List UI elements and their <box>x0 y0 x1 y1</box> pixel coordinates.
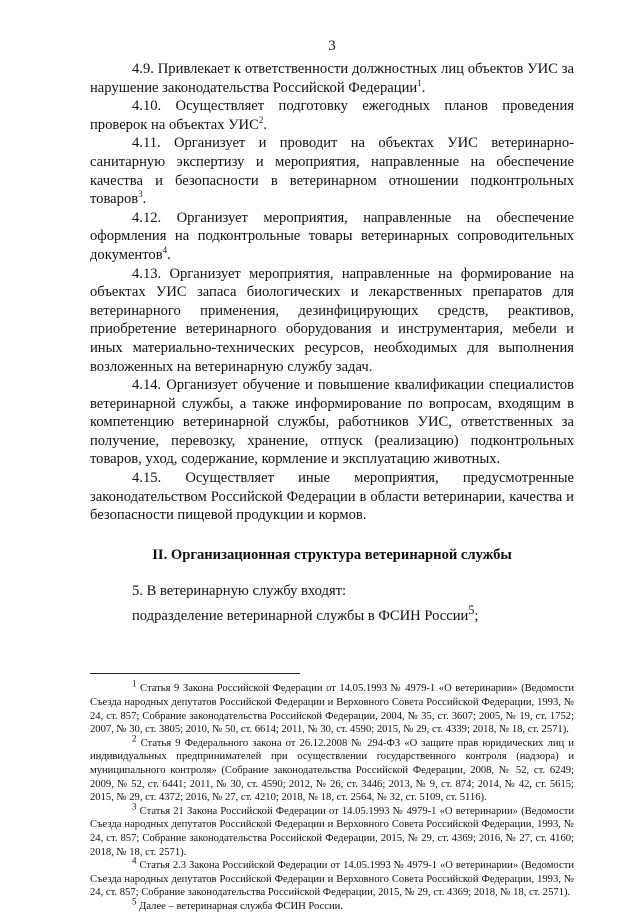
section-heading: II. Организационная структура ветеринарной службы <box>152 546 512 563</box>
footnote-ref-4[interactable]: 4 <box>162 245 168 256</box>
footnote-mark: 1 <box>132 678 137 689</box>
footnote-ref-5[interactable]: 5 <box>468 603 475 618</box>
footnote-mark: 4 <box>132 855 137 866</box>
paragraph-4-9: 4.9. Привлекает к ответственности должностных лиц объектов УИС за нарушение законодательства Российской Федерации$^1$. <box>90 61 574 96</box>
footnote-ref-3[interactable]: 3 <box>138 189 143 200</box>
paragraph-4-13: 4.13. Организует мероприятия, направленные на формирование на объектах УИС запаса биологических и лекарственных препаратов для ветеринарного применения, дезинфицирующих средств, реактивов, приобретение ветеринарного оборудования и инструментария, мебели и иных материально-технических ресурсов, необходимых для выполнения возложенных на ветеринарную службу задач. <box>90 265 574 375</box>
page-number: 3 <box>328 38 336 54</box>
section-line-5: 5. В ветеринарную службу входят: <box>132 583 347 600</box>
paragraph-4-12: 4.12. Организует мероприятия, направленные на обеспечение оформления на подконтрольные товары ветеринарных сопроводительных документов$^4$. <box>90 209 574 263</box>
footnote-ref-1[interactable]: 1 <box>417 77 422 88</box>
paragraph-4-15: 4.15. Осуществляет иные мероприятия, предусмотренные законодательством Российской Федерации в области ветеринарии, качества и безопасности пищевой продукции и кормов. <box>90 470 574 524</box>
body-paragraphs <box>90 60 574 525</box>
footnote-mark: 2 <box>132 733 137 744</box>
footnote-separator <box>90 673 300 674</box>
footnote-ref-2[interactable]: 2 <box>258 114 264 125</box>
footnote-1: $^1$ Статья 9 Закона Российской Федерации от 14.05.1993 № 4979-1 «О ветеринарии» (Ведомости Съезда народных депутатов Российской Федерации и Верховного Совета Российской Федерации, 1993, № 24, ст. 857; Собрание законодательства Российской Федерации, 2004, № 35, ст. 3607; 2005, № 19, ст. 1752; 2007, № 30, ст. 3805; 2010, № 50, ст. 6614; 2011, № 30, ст. 4590; 2015, № 29, ст. 4339; 2018, № 18, ст. 2571). <box>90 678 574 736</box>
footnote-2: $^2$ Статья 9 Федерального закона от 26.12.2008 № 294-ФЗ «О защите прав юридических лиц и индивидуальных предпринимателей при осуществлении государственного контроля (надзора) и муниципального контроля» (Собрание законодательства Российской Федерации, 2008, № 52, ст. 6249; 2009, № 52, ст. 6441; 2011, № 30, ст. 4590; 2012, № 26, ст. 3446; 2013, № 9, ст. 874; 2014, № 42, ст. 5615; 2015, № 29, ст. 4372; 2016, № 27, ст. 4210; 2018, № 18, ст. 2564, № 32, ст. 5109, ст. 5116). <box>90 733 574 804</box>
footnote-5: $^5$ Далее – ветеринарная служба ФСИН России. <box>132 896 343 912</box>
paragraph-4-14: 4.14. Организует обучение и повышение квалификации специалистов ветеринарной службы, а также информирование по вопросам, входящим в компетенцию ветеринарной службы, работников УИС, ответственных за получение, перевозку, хранение, отпуск (реализацию) подконтрольных товаров, уход, содержание, кормление и эксплуатацию животных. <box>90 377 574 468</box>
paragraph-4-10: 4.10. Осуществляет подготовку ежегодных планов проведения проверок на объектах УИС$^2$. <box>90 98 574 133</box>
footnote-4: $^4$ Статья 2.3 Закона Российской Федерации от 14.05.1993 № 4979-1 «О ветеринарии» (Ведомости Съезда народных депутатов Российской Федерации и Верховного Совета Российской Федерации, 1993, № 24, ст. 857; Собрание законодательства Российской Федерации, 2015, № 29, ст. 4369; 2018, № 18, ст. 2571). <box>90 855 574 899</box>
footnotes <box>90 678 574 913</box>
footnote-mark: 3 <box>132 801 137 812</box>
paragraph-4-11: 4.11. Организует и проводит на объектах УИС ветеринарно-санитарную экспертизу и мероприятия, направленные на обеспечение качества и безопасности в ветеринарном отношении подконтрольных товаров$^3$. <box>90 135 574 208</box>
footnote-3: $^3$ Статья 21 Закона Российской Федерации от 14.05.1993 № 4979-1 «О ветеринарии» (Ведомости Съезда народных депутатов Российской Федерации и Верховного Совета Российской Федерации, 1993, № 24, ст. 857; Собрание законодательства Российской Федерации, 2015, № 29, ст. 4369; 2016, № 27, ст. 4160; 2018, № 18, ст. 2571). <box>90 801 574 858</box>
section-line-subdivision: подразделение ветеринарной службы в ФСИН России$^5$; <box>132 603 479 624</box>
footnote-mark: 5 <box>132 896 137 907</box>
